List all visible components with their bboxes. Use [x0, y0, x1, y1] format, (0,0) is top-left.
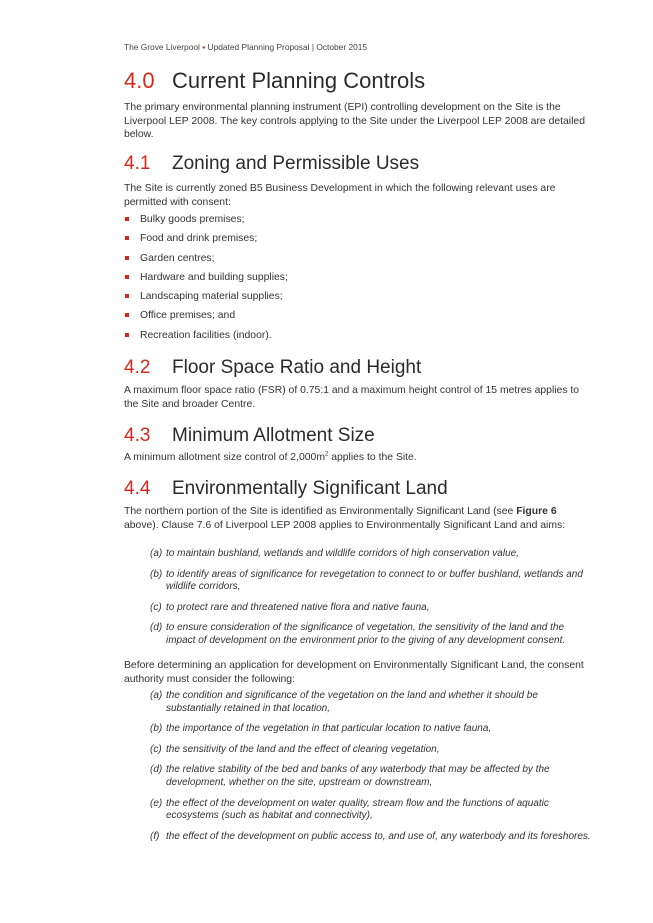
list-item: Bulky goods premises;: [124, 213, 594, 232]
list-item: Garden centres;: [124, 252, 594, 271]
section-4-4-paragraph: [124, 505, 594, 532]
section-4-0-paragraph: The primary environmental planning instrument (EPI) controlling development on the Site is the Liverpool LEP 2008. The key controls applying to the Site under the Liverpool LEP 2008 are detailed below.: [124, 102, 585, 140]
list-item: [130, 548, 594, 561]
list-item: [130, 798, 594, 823]
item-label: (f): [150, 830, 160, 842]
section-number: 4.0: [124, 68, 155, 93]
section-heading-4-2: [124, 357, 594, 379]
list-item: Hardware and building supplies;: [124, 271, 594, 290]
paragraph-text: A minimum allotment size control of 2,000m: [124, 452, 325, 463]
permitted-uses-list: [124, 213, 594, 348]
paragraph-text: above). Clause 7.6 of Liverpool LEP 2008 applies to Environmentally Significant Land and aims:: [124, 519, 566, 531]
list-item: Office premises; and: [124, 309, 594, 328]
section-heading-4-0: [124, 68, 594, 94]
section-title: Floor Space Ratio and Height: [172, 357, 422, 378]
header-doc-info: Updated Planning Proposal | October 2015: [207, 42, 368, 52]
section-heading-4-1: [124, 153, 594, 175]
item-text: to ensure consideration of the significance of vegetation, the sensitivity of the land and the impact of development on the environment prior to the giving of any development consent.: [166, 622, 566, 646]
item-label: (d): [150, 764, 163, 776]
section-4-4-paragraph-2: Before determining an application for development on Environmentally Significant Land, the consent authority must consider the following:: [124, 660, 584, 685]
item-text: the sensitivity of the land and the effect of clearing vegetation,: [166, 743, 440, 755]
item-label: (c): [150, 743, 162, 755]
section-title: Minimum Allotment Size: [172, 425, 375, 446]
header-doc-name: The Grove Liverpool: [124, 42, 200, 52]
list-item: [130, 764, 594, 789]
list-item: Landscaping material supplies;: [124, 290, 594, 309]
item-text: the effect of the development on public access to, and use of, any waterbody and its foreshores.: [166, 830, 591, 842]
list-item: [130, 569, 594, 594]
item-text: the relative stability of the bed and banks of any waterbody that may be affected by the development, whether on the site, upstream or downstream,: [166, 764, 550, 788]
item-text: to maintain bushland, wetlands and wildlife corridors of high conservation value,: [166, 548, 519, 559]
figure-reference: Figure 6: [516, 506, 557, 517]
item-label: (a): [150, 690, 163, 701]
item-text: the importance of the vegetation in that particular location to native fauna,: [166, 723, 492, 735]
list-item: Food and drink premises;: [124, 232, 594, 251]
section-title: Environmentally Significant Land: [172, 478, 448, 499]
section-number: 4.3: [124, 425, 151, 446]
header-separator: ▪: [202, 42, 206, 52]
item-label: (d): [150, 622, 163, 634]
section-number: 4.1: [124, 153, 151, 174]
paragraph-text: applies to the Site.: [328, 452, 417, 463]
considerations-list: [124, 690, 594, 843]
list-item: [130, 744, 594, 757]
item-label: (e): [150, 797, 163, 809]
item-label: (a): [150, 548, 163, 559]
list-item: [130, 622, 594, 647]
list-item: [130, 723, 594, 736]
section-number: 4.2: [124, 357, 151, 378]
section-heading-4-3: [124, 425, 594, 447]
item-text: the effect of the development on water quality, stream flow and the functions of aquatic ecosystems (such as habitat and connectivity),: [166, 797, 549, 822]
list-item: [130, 690, 594, 715]
clause-aims-list: [124, 548, 594, 648]
list-item: [130, 831, 594, 844]
list-item: Recreation facilities (indoor).: [124, 329, 594, 348]
item-label: (c): [150, 601, 162, 613]
item-text: to identify areas of significance for revegetation to connect to or buffer bushland, wetlands and wildlife corridors,: [166, 568, 583, 593]
superscript: 2: [324, 451, 329, 458]
section-heading-4-4: [124, 478, 594, 500]
paragraph-text: The northern portion of the Site is identified as Environmentally Significant Land (see: [124, 506, 517, 517]
list-item: [130, 602, 594, 615]
section-4-2-paragraph: A maximum floor space ratio (FSR) of 0.75:1 and a maximum height control of 15 metres applies to the Site and broader Centre.: [124, 385, 580, 410]
section-title: Zoning and Permissible Uses: [172, 153, 420, 174]
section-4-3-paragraph: [124, 451, 594, 465]
running-header: [124, 42, 367, 52]
section-4-1-paragraph: The Site is currently zoned B5 Business Development in which the following relevant uses are permitted with consent:: [124, 183, 556, 208]
item-text: the condition and significance of the vegetation on the land and whether it should be substantially retained in that location,: [166, 690, 538, 714]
section-number: 4.4: [124, 478, 151, 499]
item-label: (b): [150, 723, 163, 735]
section-title: Current Planning Controls: [172, 68, 426, 93]
item-label: (b): [150, 568, 163, 580]
item-text: to protect rare and threatened native flora and native fauna,: [166, 601, 430, 613]
